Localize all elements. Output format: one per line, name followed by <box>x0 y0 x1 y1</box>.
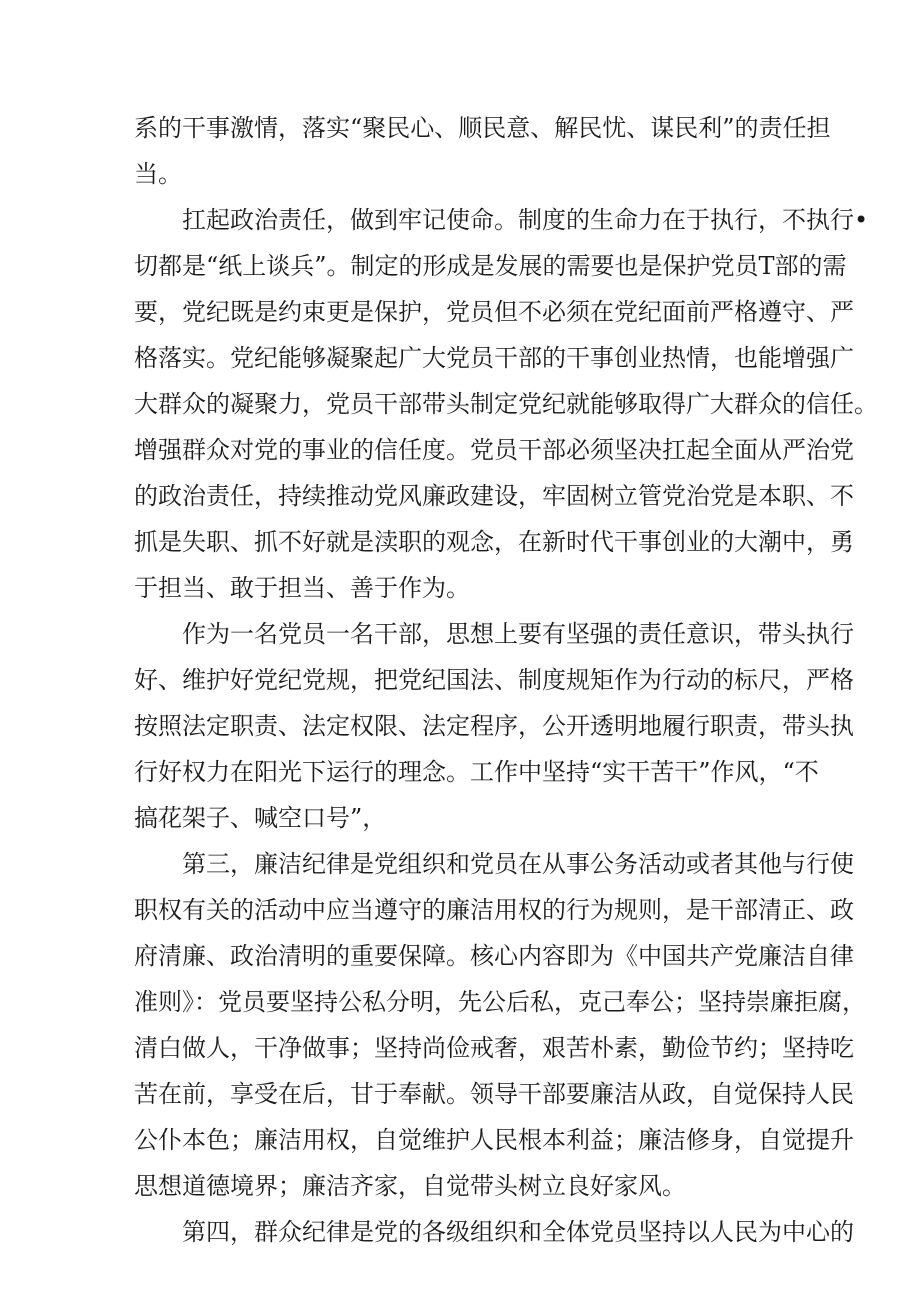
text-line: 职权有关的活动中应当遵守的廉洁用权的行为规则，是干部清正、政 <box>134 896 854 924</box>
paragraph-start-line: 第三，廉洁纪律是党组织和党员在从事公务活动或者其他与行使 <box>182 850 854 878</box>
text-line: 按照法定职责、法定权限、法定程序，公开透明地履行职责，带头执 <box>134 712 854 740</box>
text-line: 要，党纪既是约束更是保护，党员但不必须在党纪面前严格遵守、严 <box>134 298 854 326</box>
text-line: 好、维护好党纪党规，把党纪国法、制度规矩作为行动的标尺，严格 <box>134 666 854 694</box>
text-line: 当。 <box>134 160 182 188</box>
text-line: 准则》：党员要坚持公私分明，先公后私，克己奉公；坚持崇廉拒腐， <box>134 988 866 1016</box>
text-line: 公仆本色；廉洁用权，自觉维护人民根本利益；廉洁修身，自觉提升 <box>134 1126 854 1154</box>
text-line: 切都是“纸上谈兵”。制定的形成是发展的需要也是保护党员T部的需 <box>134 252 847 280</box>
paragraph-start-line: 第四，群众纪律是党的各级组织和全体党员坚持以人民为中心的 <box>182 1218 854 1246</box>
text-line: 府清廉、政治清明的重要保障。核心内容即为《中国共产党廉洁自律 <box>134 942 854 970</box>
text-line: 苦在前，享受在后，甘于奉献。领导干部要廉洁从政，自觉保持人民 <box>134 1080 854 1108</box>
text-line: 系的干事激情，落实“聚民心、顺民意、解民忧、谋民利”的责任担 <box>134 114 831 142</box>
text-line: 格落实。党纪能够凝聚起广大党员干部的干事创业热情，也能增强广 <box>134 344 854 372</box>
text-line: 于担当、敢于担当、善于作为。 <box>134 574 470 602</box>
text-line: 清白做人，干净做事；坚持尚俭戒奢，艰苦朴素，勤俭节约；坚持吃 <box>134 1034 854 1062</box>
paragraph-start-line: 作为一名党员一名干部，思想上要有坚强的责任意识，带头执行 <box>182 620 854 648</box>
text-line: 搞花架子、喊空口号”， <box>134 804 387 832</box>
text-line: 思想道德境界；廉洁齐家，自觉带头树立良好家风。 <box>134 1172 686 1200</box>
text-line: 的政治责任，持续推动党风廉政建设，牢固树立管党治党是本职、不 <box>134 482 854 510</box>
text-line: 增强群众对党的事业的信任度。党员干部必须坚决扛起全面从严治党 <box>134 436 854 464</box>
paragraph-start-line: 扛起政治责任，做到牢记使命。制度的生命力在于执行，不执行• <box>182 206 869 234</box>
text-line: 抓是失职、抓不好就是渎职的观念，在新时代干事创业的大潮中，勇 <box>134 528 854 556</box>
text-line: 行好权力在阳光下运行的理念。工作中坚持“实干苦干”作风，“不 <box>134 758 819 786</box>
text-line: 大群众的凝聚力，党员干部带头制定党纪就能够取得广大群众的信任。 <box>134 390 878 418</box>
